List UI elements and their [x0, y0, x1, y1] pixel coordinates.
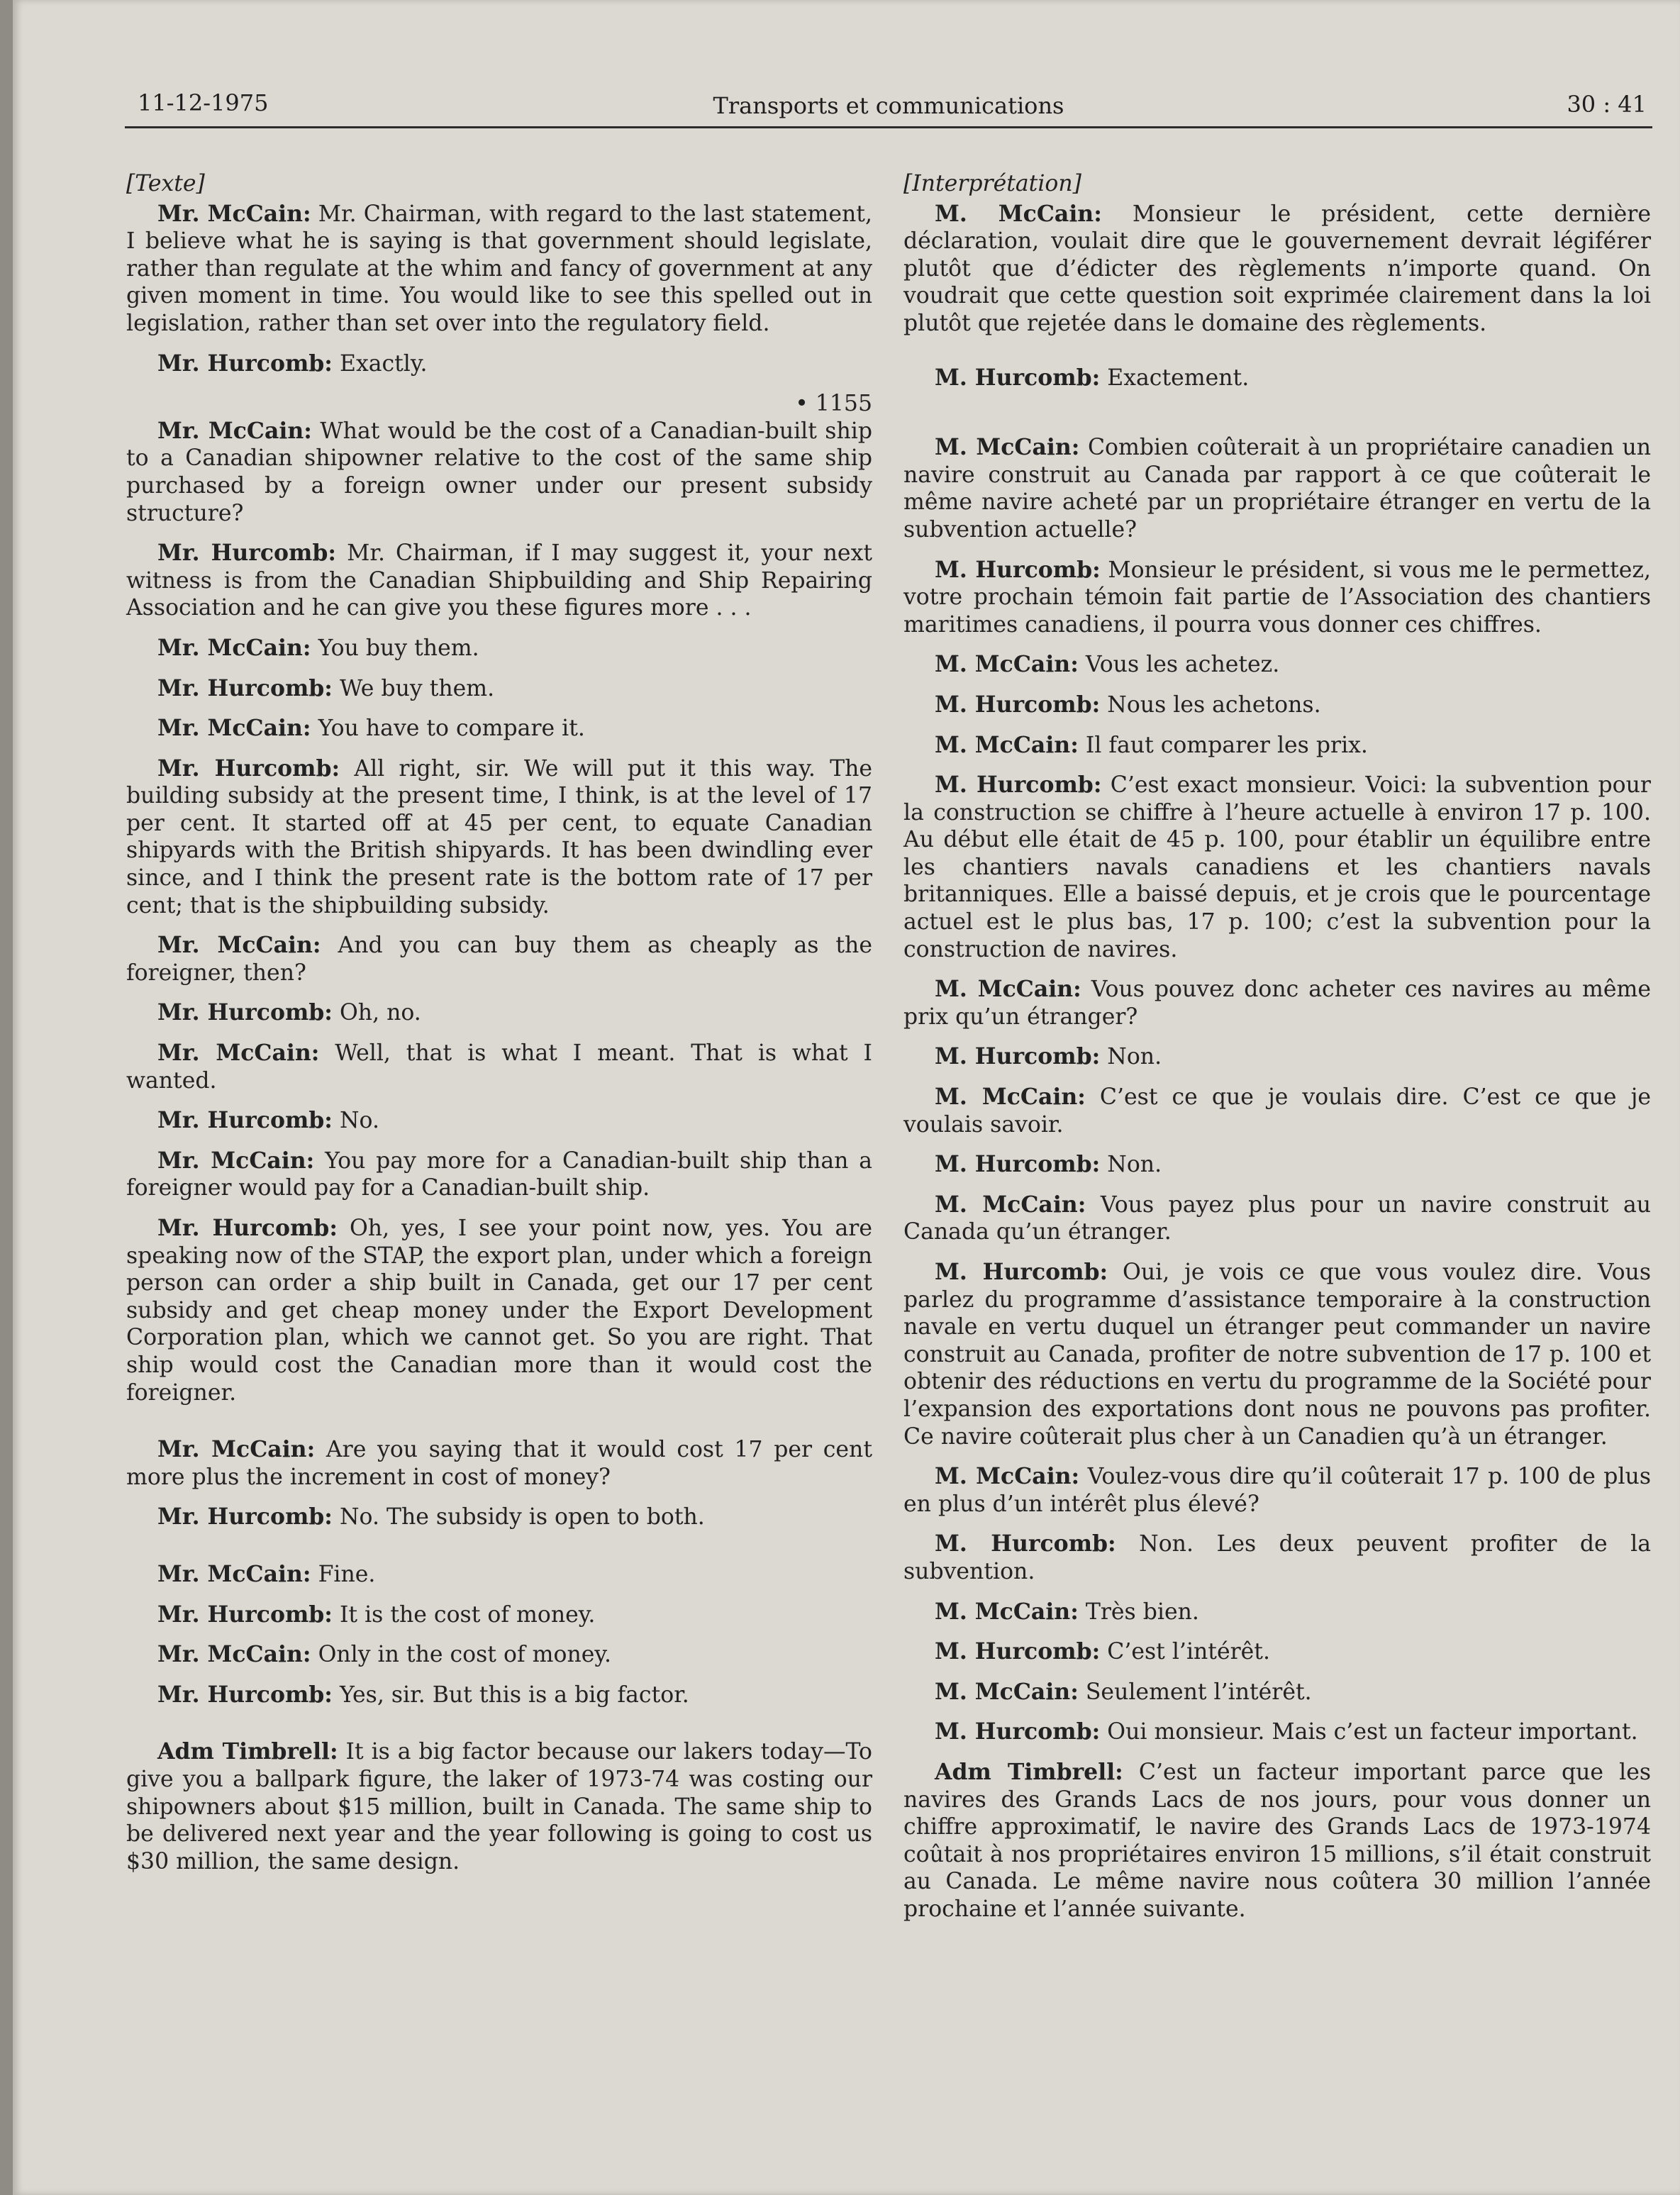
speaker: Mr. McCain:	[157, 1147, 315, 1174]
speech: All right, sir. We will put it this way. The building subsidy at the present time, I think, is at the level of 17 per cent. It started off at 45 per cent, to equate Canadian shipyards with the British shipyards. It has been dwindling ever since, and I think the present rate is the bottom rate of 17 per cent; that is the shipbuilding subsidy.	[126, 755, 873, 918]
speaker: Mr. Hurcomb:	[157, 1601, 333, 1628]
paragraph	[903, 1759, 1651, 1923]
paragraph	[903, 1259, 1651, 1450]
speaker: Mr. McCain:	[157, 1436, 316, 1463]
paragraph	[903, 1191, 1651, 1246]
page-header	[125, 87, 1652, 128]
paragraph	[126, 201, 872, 338]
speech: Monsieur le président, si vous me le permettez, votre prochain témoin fait partie de l’Association des chantiers maritimes canadiens, il pourra vous donner ces chiffres.	[903, 557, 1651, 638]
speech: Voulez-vous dire qu’il coûterait 17 p. 100 de plus en plus d’un intérêt plus élevé?	[903, 1464, 1652, 1517]
speech: Monsieur le président, cette dernière déclaration, voulait dire que le gouvernement devrait légiférer plutôt que d’édicter des règlements n’importe quand. On voudrait que cette question soit exprimée clairement dans la loi plutôt que rejetée dans le domaine des règlements.	[903, 201, 1651, 336]
speech: Combien coûterait à un propriétaire canadien un navire construit au Canada par rapport à ce que coûterait le même navire acheté par un propriétaire étranger en vertu de la subvention actuelle?	[903, 435, 1652, 543]
speech: Il faut comparer les prix.	[1085, 732, 1368, 758]
speech: And you can buy them as cheaply as the foreigner, then?	[126, 933, 872, 986]
paragraph	[126, 540, 872, 622]
paragraph	[903, 201, 1651, 338]
paragraph	[126, 1040, 872, 1094]
speech: C’est exact monsieur. Voici: la subvention pour la construction se chiffre à l’heure actuelle à environ 17 p. 100. Au début elle était de 45 p. 100, pour établir un équilibre entre les chantiers navals canadiens et les chantiers navals britanniques. Elle a baissé depuis, et je crois que le pourcentage actuel est le plus bas, 17 p. 100; c’est la subvention pour la construction de navires.	[903, 772, 1651, 962]
speaker: M. McCain:	[935, 976, 1081, 1003]
speech: What would be the cost of a Canadian-built ship to a Canadian shipowner relative to the cost of the same ship purchased by a foreign owner under our present subsidy structure?	[126, 418, 872, 526]
speech: You pay more for a Canadian-built ship than a foreigner would pay for a Canadian-built ship.	[126, 1147, 872, 1201]
paragraph	[126, 418, 872, 527]
speech: Vous les achetez.	[1085, 652, 1280, 678]
speaker: M. McCain:	[935, 1463, 1080, 1490]
paragraph	[903, 976, 1651, 1030]
speaker: Mr. Hurcomb:	[157, 1215, 338, 1241]
paragraph	[126, 715, 872, 743]
document-page	[13, 0, 1680, 2195]
speaker: Mr. Hurcomb:	[157, 540, 337, 567]
speaker: Mr. Hurcomb:	[157, 1107, 333, 1134]
speaker: M. McCain:	[935, 1678, 1079, 1705]
speaker: Mr. Hurcomb:	[157, 1504, 333, 1530]
english-column	[126, 170, 872, 1888]
speech: Yes, sir. But this is a big factor.	[339, 1682, 689, 1708]
speech: Fine.	[318, 1561, 376, 1587]
speaker: M. McCain:	[935, 200, 1102, 227]
speaker: M. Hurcomb:	[935, 1530, 1116, 1557]
paragraph	[903, 651, 1651, 679]
speaker: M. McCain:	[935, 1191, 1086, 1218]
speaker: M. Hurcomb:	[935, 691, 1101, 718]
speech: Are you saying that it would cost 17 per cent more plus the increment in cost of money?	[126, 1437, 872, 1490]
section-tag: [Texte]	[126, 171, 205, 196]
speech: Well, that is what I meant. That is what I wanted.	[126, 1040, 872, 1094]
speech: Non.	[1107, 1044, 1162, 1070]
paragraph	[126, 755, 872, 920]
speaker: Mr. Hurcomb:	[157, 755, 340, 782]
speech: Oui monsieur. Mais c’est un facteur important.	[1107, 1719, 1638, 1745]
speech: Exactement.	[1107, 365, 1250, 391]
header-date: 11-12-1975	[138, 89, 269, 116]
speaker: Mr. McCain:	[157, 1641, 311, 1668]
speaker: M. Hurcomb:	[935, 1259, 1108, 1285]
speech: Oui, je vois ce que vous voulez dire. Vous parlez du programme d’assistance temporaire à la construction navale en vertu duquel un étranger peut commander un navire construit au Canada, profiter de notre subvention de 17 p. 100 et obtenir des réductions en vertu du programme de la Société pour l’expansion des exportations dont nous ne pouvons pas profiter. Ce navire coûterait plus cher à un Canadien qu’à un étranger.	[903, 1260, 1651, 1450]
speech: C’est l’intérêt.	[1107, 1639, 1270, 1665]
paragraph	[126, 1504, 872, 1531]
paragraph	[126, 1107, 872, 1135]
speaker: Mr. McCain:	[157, 932, 321, 959]
speech: No. The subsidy is open to both.	[339, 1504, 705, 1530]
speaker: M. Hurcomb:	[935, 556, 1101, 583]
speaker: M. McCain:	[935, 1084, 1086, 1111]
speaker: Adm Timbrell:	[935, 1758, 1123, 1785]
paragraph	[903, 434, 1651, 543]
paragraph	[903, 1599, 1651, 1626]
speech: It is the cost of money.	[339, 1601, 596, 1628]
paragraph	[126, 1682, 872, 1709]
speech: No.	[339, 1108, 379, 1134]
section-tag: [Interprétation]	[903, 171, 1081, 196]
french-column	[903, 170, 1651, 1935]
header-page-number: 30 : 41	[1567, 91, 1647, 118]
speech: Mr. Chairman, with regard to the last statement, I believe what he is saying is that government should legislate, rather than regulate at the whim and fancy of government at any given moment in time. You would like to see this spelled out in legislation, rather than set over into the regulatory field.	[126, 201, 872, 336]
header-title: Transports et communications	[713, 92, 1064, 119]
speaker: Mr. McCain:	[157, 634, 311, 661]
time-marker: • 1155	[795, 391, 872, 417]
speaker: M. Hurcomb:	[935, 1043, 1101, 1070]
paragraph	[903, 732, 1651, 760]
speaker: M. Hurcomb:	[935, 772, 1102, 799]
speaker: Mr. Hurcomb:	[157, 999, 333, 1026]
speech: We buy them.	[339, 675, 495, 701]
speech: Non. Les deux peuvent profiter de la subvention.	[903, 1531, 1651, 1584]
paragraph	[903, 1043, 1651, 1071]
speaker: M. McCain:	[935, 731, 1079, 758]
paragraph	[903, 1084, 1651, 1138]
paragraph	[903, 772, 1651, 963]
paragraph	[126, 635, 872, 662]
speech: Exactly.	[339, 350, 428, 377]
speaker: Adm Timbrell:	[157, 1738, 338, 1765]
paragraph	[903, 557, 1651, 639]
speech: You buy them.	[318, 635, 479, 661]
speech: Nous les achetons.	[1107, 691, 1321, 718]
speaker: M. McCain:	[935, 1598, 1079, 1625]
speaker: Mr. Hurcomb:	[157, 350, 333, 377]
paragraph	[126, 350, 872, 378]
speaker: Mr. McCain:	[157, 715, 311, 742]
speech: Seulement l’intérêt.	[1085, 1679, 1312, 1705]
paragraph	[126, 1215, 872, 1406]
speech: Only in the cost of money.	[318, 1642, 611, 1668]
speaker: Mr. Hurcomb:	[157, 1681, 333, 1708]
speaker: Mr. McCain:	[157, 200, 311, 227]
speaker: M. McCain:	[935, 651, 1079, 678]
speech: Très bien.	[1085, 1599, 1199, 1625]
paragraph	[903, 365, 1651, 392]
paragraph	[903, 1638, 1651, 1666]
speech: Non.	[1107, 1152, 1162, 1178]
speaker: M. McCain:	[935, 434, 1080, 461]
speech: Oh, yes, I see your point now, yes. You are speaking now of the STAP, the export plan, under which a foreign person can order a ship built in Canada, get our 17 per cent subsidy and get cheap money under the Export Development Corporation plan, which we cannot get. So you are right. That ship would cost the Canadian more than it would cost the foreigner.	[126, 1216, 872, 1406]
paragraph	[126, 675, 872, 703]
paragraph	[126, 1147, 872, 1202]
speech: It is a big factor because our lakers today—To give you a ballpark figure, the laker of 1973-74 was costing our shipowners about $15 million, built in Canada. The same ship to be delivered next year and the year following is going to cost us $30 million, the same design.	[126, 1739, 872, 1874]
paragraph	[903, 1718, 1651, 1746]
speech: You have to compare it.	[318, 716, 585, 742]
speech: Mr. Chairman, if I may suggest it, your next witness is from the Canadian Shipbuilding and Ship Repairing Association and he can give you these figures more . . .	[126, 540, 872, 621]
paragraph	[903, 1151, 1651, 1179]
speaker: Mr. McCain:	[157, 1560, 311, 1587]
speaker: Mr. McCain:	[157, 1040, 320, 1067]
speaker: Mr. Hurcomb:	[157, 674, 333, 701]
speech: Oh, no.	[339, 1000, 421, 1026]
paragraph	[126, 1561, 872, 1589]
speech: C’est un facteur important parce que les navires des Grands Lacs de nos jours, pour vous donner un chiffre approximatif, le navire des Grands Lacs de 1973-1974 coûtait à nos propriétaires environ 15 millions, s’il était construit au Canada. Le même navire nous coûtera 30 million l’année prochaine et l’année suivante.	[903, 1759, 1651, 1922]
speaker: M. Hurcomb:	[935, 1151, 1101, 1178]
speaker: Mr. McCain:	[157, 417, 312, 444]
paragraph	[126, 1436, 872, 1491]
speaker: M. Hurcomb:	[935, 1718, 1101, 1745]
paragraph	[126, 1738, 872, 1875]
paragraph	[126, 999, 872, 1027]
speaker: M. Hurcomb:	[935, 364, 1101, 391]
paragraph	[126, 1641, 872, 1669]
speaker: M. Hurcomb:	[935, 1638, 1101, 1665]
paragraph	[903, 691, 1651, 719]
paragraph	[126, 932, 872, 987]
speech: Vous payez plus pour un navire construit au Canada qu’un étranger.	[903, 1191, 1652, 1245]
paragraph	[903, 1463, 1651, 1518]
speech: Vous pouvez donc acheter ces navires au même prix qu’un étranger?	[903, 977, 1652, 1030]
paragraph	[903, 1530, 1651, 1585]
speech: C’est ce que je voulais dire. C’est ce que je voulais savoir.	[903, 1084, 1652, 1138]
paragraph	[903, 1679, 1651, 1706]
paragraph	[126, 1601, 872, 1629]
